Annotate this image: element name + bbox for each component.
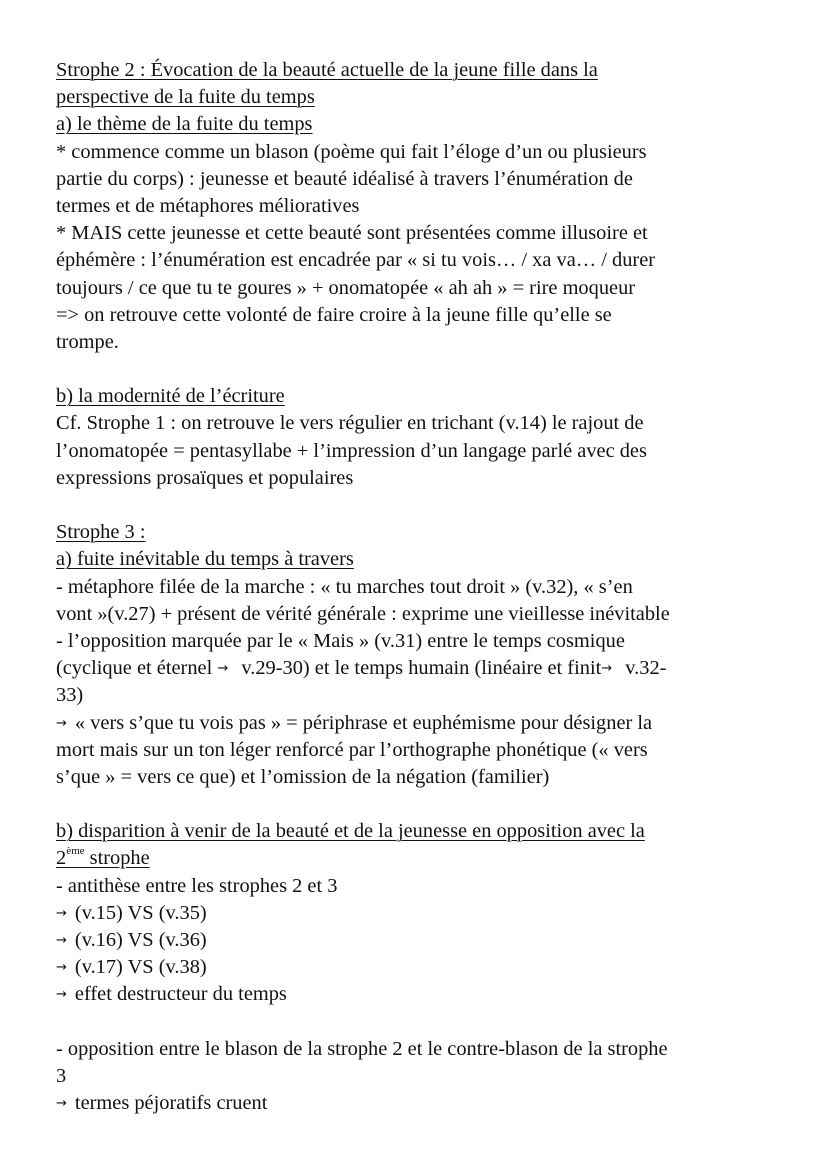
text-segment: v.32- (620, 657, 667, 680)
arrow-right-icon: → (56, 933, 67, 948)
text-line: * MAIS cette jeunesse et cette beauté sont présentées comme illusoire et (56, 222, 648, 245)
text-line: 3 (56, 1064, 67, 1087)
text-line: - antithèse entre les strophes 2 et 3 (56, 874, 338, 897)
text-segment: effet destructeur du temps (74, 983, 287, 1006)
bullet-arrow-line (56, 954, 796, 981)
heading-strophe-2-cont: perspective de la fuite du temps (56, 86, 315, 109)
text-segment: 2 (56, 847, 67, 870)
subheading-b-modernite: b) la modernité de l’écriture (56, 385, 285, 408)
text-segment: (cyclique et éternel (56, 657, 218, 680)
bullet-arrow-line (56, 900, 796, 927)
text-line: 33) (56, 684, 84, 707)
document-page (56, 57, 796, 1117)
text-segment: v.29-30) et le temps humain (linéaire et finit (236, 657, 602, 680)
arrow-right-icon: → (56, 987, 67, 1003)
subheading-b-disparition-cont (56, 845, 796, 872)
text-line: éphémère : l’énumération est encadrée par « si tu vois… / xa va… / durer (56, 249, 656, 272)
text-line: trompe. (56, 330, 119, 353)
text-line: mort mais sur un ton léger renforcé par l’orthographe phonétique (« vers (56, 738, 648, 761)
text-line: - métaphore filée de la marche : « tu marches tout droit » (v.32), « s’en (56, 575, 633, 598)
text-line: partie du corps) : jeunesse et beauté idéalisé à travers l’énumération de (56, 167, 633, 190)
text-line: termes et de métaphores mélioratives (56, 194, 360, 217)
text-segment: (v.16) VS (v.36) (74, 929, 207, 951)
text-segment: termes péjoratifs cruent (74, 1092, 268, 1115)
blank-line (56, 356, 796, 383)
arrow-right-icon: → (56, 715, 67, 731)
blank-line (56, 791, 796, 818)
bullet-arrow-line (56, 1090, 796, 1117)
arrow-right-icon: → (601, 661, 613, 677)
arrow-right-icon: → (217, 661, 229, 677)
text-line-with-arrows (56, 655, 796, 682)
subheading-a-fuite-inevitable: a) fuite inévitable du temps à travers (56, 548, 354, 571)
text-segment: strophe (84, 847, 150, 870)
arrow-right-icon: → (56, 905, 67, 921)
heading-strophe-3: Strophe 3 : (56, 521, 146, 544)
superscript-eme: ème (66, 845, 85, 858)
text-line: Cf. Strophe 1 : on retrouve le vers régulier en trichant (v.14) le rajout de (56, 412, 644, 435)
heading-strophe-2: Strophe 2 : Évocation de la beauté actuelle de la jeune fille dans la (56, 59, 598, 81)
blank-line (56, 1009, 796, 1036)
text-line: vont »(v.27) + présent de vérité générale : exprime une vieillesse inévitable (56, 602, 670, 625)
blank-line (56, 492, 796, 519)
bullet-arrow-line (56, 981, 796, 1008)
text-segment: (v.15) VS (v.35) (74, 901, 207, 924)
text-segment: « vers s’que tu vois pas » = périphrase et euphémisme pour désigner la (74, 711, 653, 734)
text-line: toujours / ce que tu te goures » + onomatopée « ah ah » = rire moqueur (56, 276, 636, 299)
bullet-arrow-line (56, 927, 796, 954)
subheading-a-fuite-temps: a) le thème de la fuite du temps (56, 113, 313, 136)
text-line: - l’opposition marquée par le « Mais » (v.31) entre le temps cosmique (56, 629, 625, 652)
arrow-right-icon: → (56, 1096, 67, 1112)
text-line: - opposition entre le blason de la strophe 2 et le contre-blason de la strophe (56, 1037, 668, 1060)
text-line: s’que » = vers ce que) et l’omission de la négation (familier) (56, 765, 550, 788)
text-line: expressions prosaïques et populaires (56, 466, 354, 489)
text-line: l’onomatopée = pentasyllabe + l’impression d’un langage parlé avec des (56, 439, 647, 462)
text-line: * commence comme un blason (poème qui fait l’éloge d’un ou plusieurs (56, 140, 647, 163)
subheading-b-disparition: b) disparition à venir de la beauté et de la jeunesse en opposition avec la (56, 820, 645, 843)
arrow-right-icon: → (56, 960, 67, 976)
text-line: => on retrouve cette volonté de faire croire à la jeune fille qu’elle se (56, 303, 612, 326)
text-segment: (v.17) VS (v.38) (74, 956, 207, 979)
text-line-with-arrow (56, 710, 796, 737)
